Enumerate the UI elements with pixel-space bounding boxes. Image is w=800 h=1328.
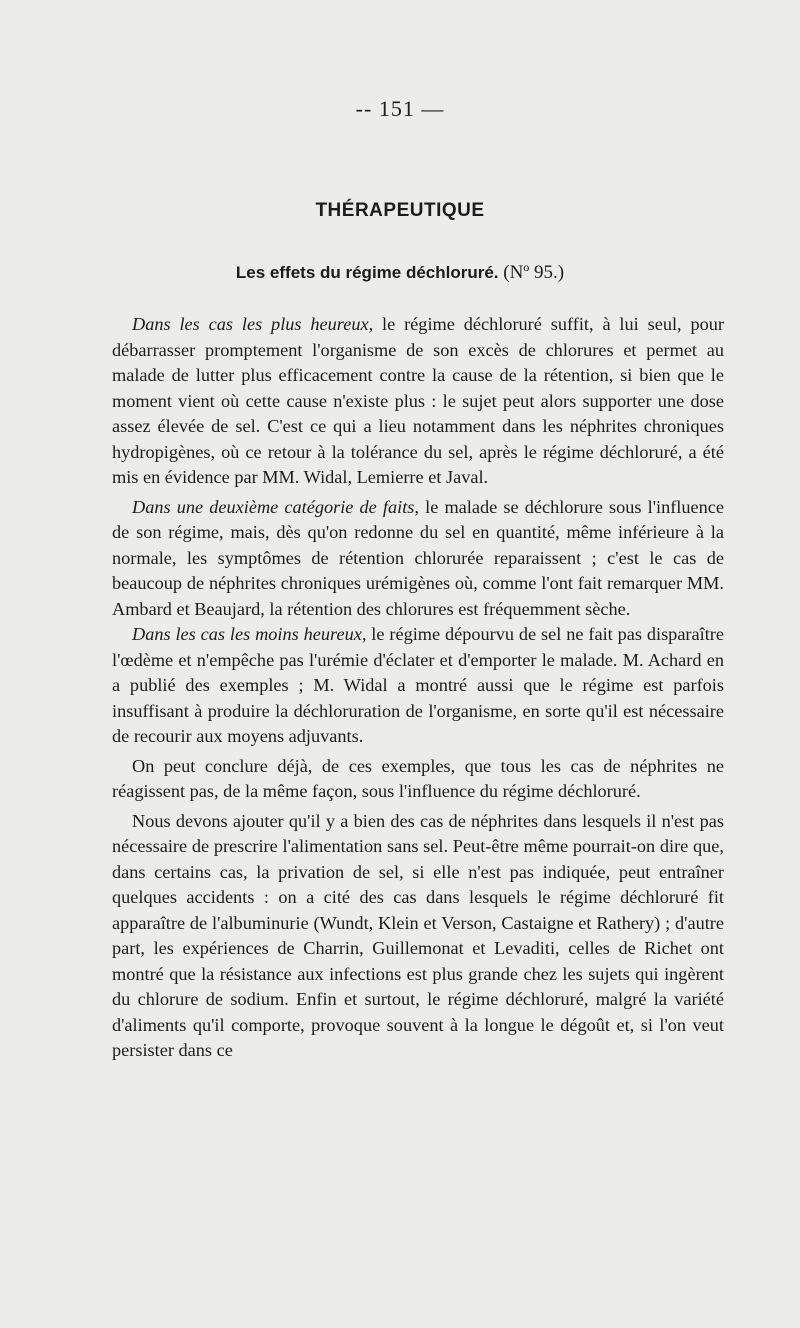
paragraph-5	[112, 809, 724, 1064]
article-subtitle	[0, 262, 800, 284]
paragraph-5-text: Nous devons ajouter qu'il y a bien des cas de néphrites dans lesquels il n'est pas nécessaire de prescrire l'alimentation sans sel. Peut-être même pourrait-on dire que, dans certains cas, la privation de sel, si elle n'est pas indiquée, peut entraîner quelques accidents : on a cité des cas dans lesquels le régime déchloruré fit apparaître de l'albuminurie (Wundt, Klein et Verson, Castaigne et Rathery) ; d'autre part, les expériences de Charrin, Guillemonat et Levaditi, celles de Richet ont montré que la résistance aux infections est plus grande chez les sujets qui ingèrent du chlorure de sodium. Enfin et surtout, le régime déchloruré, malgré la variété d'aliments qu'il comporte, provoque souvent à la longue le dégoût et, si l'on veut persister dans ce	[112, 810, 724, 1060]
paragraph-2-text: le malade se déchlorure sous l'influence de son régime, mais, dès qu'on redonne du sel en quantité, même inférieure à la normale, les symptômes de rétention chlorurée reparaissent ; c'est le cas de beaucoup de néphrites chroniques urémigènes où, comme l'ont fait remarquer MM. Ambard et Beaujard, la rétention des chlorures est fréquemment sèche.	[112, 496, 725, 619]
paragraph-2-lead: Dans une deuxième catégorie de faits,	[132, 496, 419, 517]
paragraph-1-lead: Dans les cas les plus heureux,	[132, 314, 374, 334]
paragraph-3-lead: Dans les cas les moins heureux,	[132, 624, 367, 644]
paragraph-2	[112, 495, 724, 623]
page-number: -- 151 —	[355, 96, 445, 121]
paragraph-3	[112, 622, 724, 750]
paragraph-1-text: le régime déchloruré suffit, à lui seul, pour débarrasser promptement l'organisme de son excès de chlorures et permet au malade de lutter plus efficacement contre la cause de la rétention, si bien que le moment vient où cette cause n'existe plus : le sujet peut alors supporter une dose assez élevée de sel. C'est ce qui a lieu notamment dans les néphrites chroniques hydropigènes, où ce retour à la tolérance du sel, après le régime déchloruré, a été mis en évidence par MM. Widal, Lemierre et Javal.	[112, 314, 724, 487]
paragraph-3-text: le régime dépourvu de sel ne fait pas disparaître l'œdème et n'empêche pas l'urémie d'éclater et d'emporter le malade. M. Achard en a publié des exemples ; M. Widal a montré aussi que le régime est parfois insuffisant à produire la déchloruration de l'organisme, en sorte qu'il est nécessaire de recourir aux moyens adjuvants.	[112, 624, 724, 746]
paragraph-4-text: On peut conclure déjà, de ces exemples, que tous les cas de néphrites ne réagissent pas, de la même façon, sous l'influence du régime déchloruré.	[112, 755, 724, 801]
subtitle-ref: (Nº 95.)	[503, 262, 565, 283]
body-text	[112, 312, 724, 1068]
paragraph-1	[112, 312, 724, 491]
paragraph-4	[112, 754, 724, 805]
section-title: THÉRAPEUTIQUE	[315, 200, 485, 221]
subtitle-main: Les effets du régime déchloruré.	[235, 263, 499, 282]
